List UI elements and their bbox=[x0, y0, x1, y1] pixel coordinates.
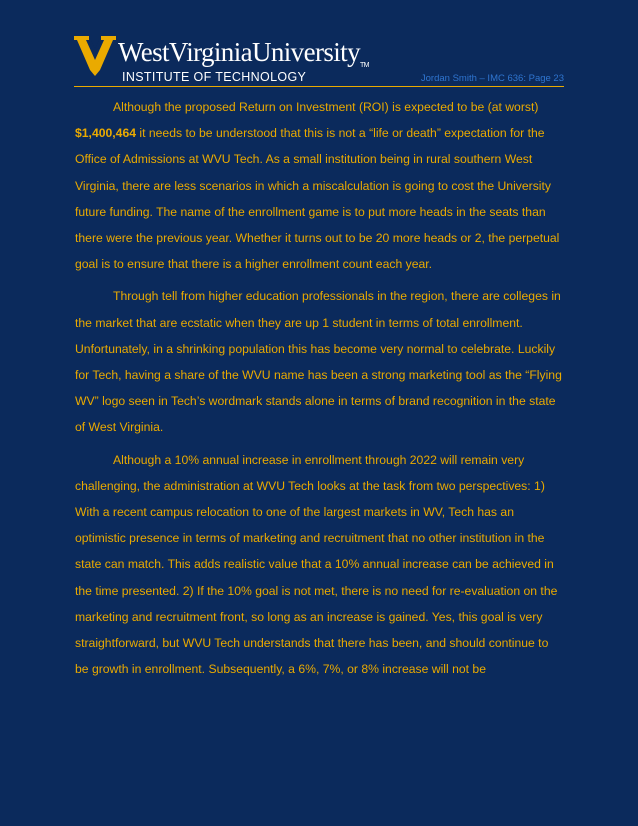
paragraph-annual-increase: Although a 10% annual increase in enrollment through 2022 will remain very challenging, the administration at WVU Tech looks at the task from two perspectives: 1) With a recent campus relocation to one of the largest markets in WV, Tech has an optimistic presence in terms of marketing and recruitment that no other institution in the state can match. This adds realistic value that a 10% annual increase can be achieved in the time presented. 2) If the 10% goal is not met, there is no need for re-evaluation on the marketing and recruitment front, so long as an increase is gained. Yes, this goal is very straightforward, but WVU Tech understands that there has been, and should continue to be growth in enrollment. Subsequently, a 6%, 7%, or 8% increase will not be bbox=[75, 452, 558, 677]
paragraph-intro: Although the proposed Return on Investment (ROI) is expected to be (at worst) bbox=[113, 100, 539, 114]
logo-subtitle: INSTITUTE OF TECHNOLOGY bbox=[122, 70, 307, 84]
page-header bbox=[74, 36, 564, 88]
paragraph-enrollment-market: Through tell from higher education professionals in the region, there are colleges in the market that are ecstatic when they are up 1 student in terms of total enrollment. Unfortunately, in a shrinking population this has become very normal to celebrate. Luckily for Tech, having a share of the WVU name has been a strong marketing tool as the “Flying WV” logo seen in Tech’s wordmark stands alone in terms of brand recognition in the state of West Virginia. bbox=[75, 289, 562, 435]
trademark-symbol: TM bbox=[359, 62, 369, 69]
paragraph-text: it needs to be understood that this is not a “life or death” expectation for the Office of Admissions at WVU Tech. As a small institution being in rural southern West Virginia, there are less scenarios in which a miscalculation is going to cost the University future funding. The name of the enrollment game is to put more heads in the seats than there were the previous year. Whether it turns out to be 20 more heads or 2, the perpetual goal is to ensure that there is a higher enrollment count each year. bbox=[75, 126, 560, 272]
body-text bbox=[75, 94, 563, 682]
roi-amount: $1,400,464 bbox=[75, 126, 136, 141]
header-divider bbox=[74, 86, 564, 87]
wvu-wordmark bbox=[118, 37, 369, 67]
wordmark-text: WestVirginiaUniversity bbox=[118, 37, 360, 67]
paragraph-roi bbox=[75, 94, 563, 277]
running-head: Jordan Smith – IMC 636: Page 23 bbox=[420, 73, 564, 84]
flying-wv-logo-icon bbox=[74, 36, 116, 76]
